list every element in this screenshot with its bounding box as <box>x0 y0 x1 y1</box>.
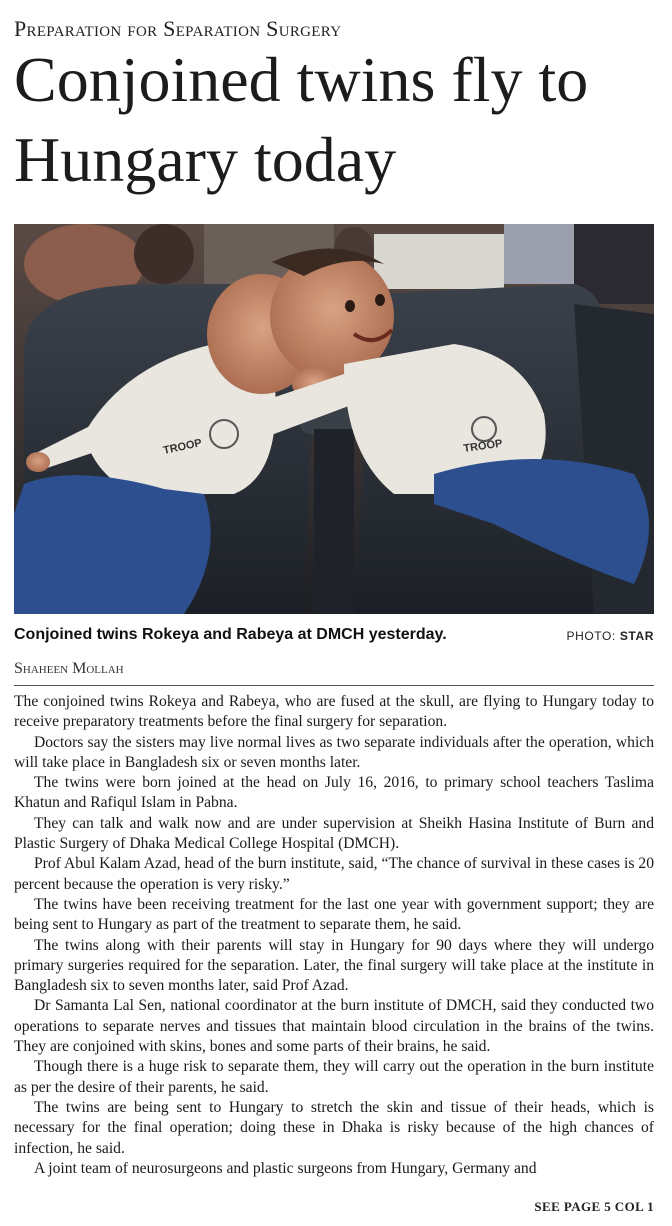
paragraph: Dr Samanta Lal Sen, national coordinator at the burn institute of DMCH, said they conducted two operations to separate nerves and tissues that maintain blood circulation in the brains of the twins. They are conjoined with skins, bones and some parts of their brains, he said. <box>14 997 654 1056</box>
byline-rule <box>14 685 654 686</box>
paragraph: The twins were born joined at the head on July 16, 2016, to primary school teachers Taslima Khatun and Rafiqul Islam in Pabna. <box>14 774 654 812</box>
paragraph: They can talk and walk now and are under supervision at Sheikh Hasina Institute of Burn and Plastic Surgery of Dhaka Medical College Hospital (DMCH). <box>14 814 654 853</box>
shirt-print-left: TROOP <box>162 437 203 457</box>
photo-caption: Conjoined twins Rokeya and Rabeya at DMCH yesterday. <box>14 626 447 643</box>
article-body <box>14 692 654 1179</box>
byline: Shaheen Mollah <box>14 660 124 677</box>
shirt-print-right: TROOP <box>462 437 504 455</box>
paragraph: A joint team of neurosurgeons and plastic surgeons from Hungary, Germany and <box>34 1159 537 1177</box>
paragraph: Prof Abul Kalam Azad, head of the burn institute, said, “The chance of survival in these cases is 20 percent because the operation is very risky.” <box>14 855 654 893</box>
headline: Conjoined twins fly to Hungary today <box>14 44 589 195</box>
paragraph: Doctors say the sisters may live normal lives as two separate individuals after the operation, which will take place in Bangladesh six or seven months later. <box>14 733 654 771</box>
photo-credit-label: PHOTO: <box>566 629 620 643</box>
kicker: Preparation for Separation Surgery <box>14 16 342 41</box>
news-photo <box>14 224 654 614</box>
paragraph: The conjoined twins Rokeya and Rabeya, who are fused at the skull, are flying to Hungary today to receive preparatory treatments before the final surgery for separation. <box>14 693 654 731</box>
photo-caption-row <box>14 626 654 650</box>
continued-jump: SEE PAGE 5 COL 1 <box>534 1199 654 1214</box>
photo-credit-source: STAR <box>619 629 654 643</box>
paragraph: Though there is a huge risk to separate them, they will carry out the operation in the burn institute as per the desire of their parents, he said. <box>14 1058 654 1096</box>
paragraph: The twins are being sent to Hungary to stretch the skin and tissue of their heads, which is necessary for the final operation; doing these in Dhaka is risky because of the high chances of infection, he said. <box>14 1098 654 1157</box>
paragraph: The twins along with their parents will stay in Hungary for 90 days where they will undergo primary surgeries required for the separation. Later, the final surgery will take place at the institute in Bangladesh six to seven months later, said Prof Azad. <box>14 936 654 995</box>
photo-credit <box>566 629 654 643</box>
paragraph: The twins have been receiving treatment for the last one year with government support; they are being sent to Hungary as part of the treatment to separate them, he said. <box>14 895 654 934</box>
